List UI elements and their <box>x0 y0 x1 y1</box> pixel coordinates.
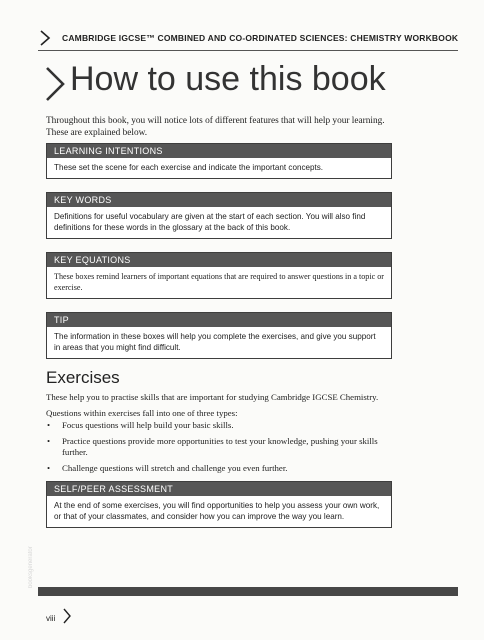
exercises-intro: These help you to practise skills that are important for studying Cambridge IGCSE Chemistry. <box>46 392 379 402</box>
key-equations-heading: KEY EQUATIONS <box>47 253 391 267</box>
tip-box <box>46 312 392 359</box>
exercises-types-intro: Questions within exercises fall into one of three types: <box>46 408 238 418</box>
list-item <box>46 463 386 474</box>
key-words-body: Definitions for useful vocabulary are given at the start of each section. You will also find definitions for these words in the glossary at the back of this book. <box>54 212 366 232</box>
bullet-icon: • <box>47 420 51 430</box>
list-item-text: Focus questions will help build your basic skills. <box>62 420 234 430</box>
bullet-icon: • <box>47 436 51 446</box>
running-head <box>38 30 458 51</box>
list-item-text: Challenge questions will stretch and challenge you even further. <box>62 463 288 473</box>
key-equations-box <box>46 252 392 299</box>
intro-paragraph: Throughout this book, you will notice lots of different features that will help your learning. These are explained below. <box>46 116 385 138</box>
bullet-icon: • <box>47 463 51 473</box>
chevron-right-icon <box>62 608 72 624</box>
tip-heading: TIP <box>47 313 391 327</box>
tip-body: The information in these boxes will help you complete the exercises, and give you support in areas that you might find difficult. <box>54 332 376 352</box>
list-item-text: Practice questions provide more opportunities to test your knowledge, pushing your skills further. <box>62 436 378 457</box>
chevron-right-icon <box>44 66 66 102</box>
self-peer-assessment-box <box>46 481 392 528</box>
chevron-right-icon <box>38 30 52 46</box>
list-item <box>46 436 386 458</box>
key-words-box <box>46 192 392 239</box>
question-types-list <box>46 420 386 479</box>
learning-intentions-box <box>46 143 392 179</box>
watermark: booksgenerator <box>28 546 34 588</box>
key-words-heading: KEY WORDS <box>47 193 391 207</box>
learning-intentions-body: These set the scene for each exercise and indicate the important concepts. <box>54 163 324 172</box>
bottom-bar <box>38 587 458 596</box>
page-title-text: How to use this book <box>70 60 386 98</box>
page-number: viii <box>46 614 56 623</box>
running-head-text: CAMBRIDGE IGCSE™ COMBINED AND CO-ORDINATED SCIENCES: CHEMISTRY WORKBOOK <box>62 33 459 43</box>
self-peer-assessment-heading: SELF/PEER ASSESSMENT <box>47 482 391 496</box>
exercises-heading: Exercises <box>46 368 120 387</box>
learning-intentions-heading: LEARNING INTENTIONS <box>47 144 391 158</box>
list-item <box>46 420 386 431</box>
key-equations-body: These boxes remind learners of important equations that are required to answer questions in a topic or exercise. <box>54 272 384 292</box>
self-peer-assessment-body: At the end of some exercises, you will find opportunities to help you assess your own work, or that of your classmates, and consider how you can improve the way you learn. <box>54 501 380 521</box>
